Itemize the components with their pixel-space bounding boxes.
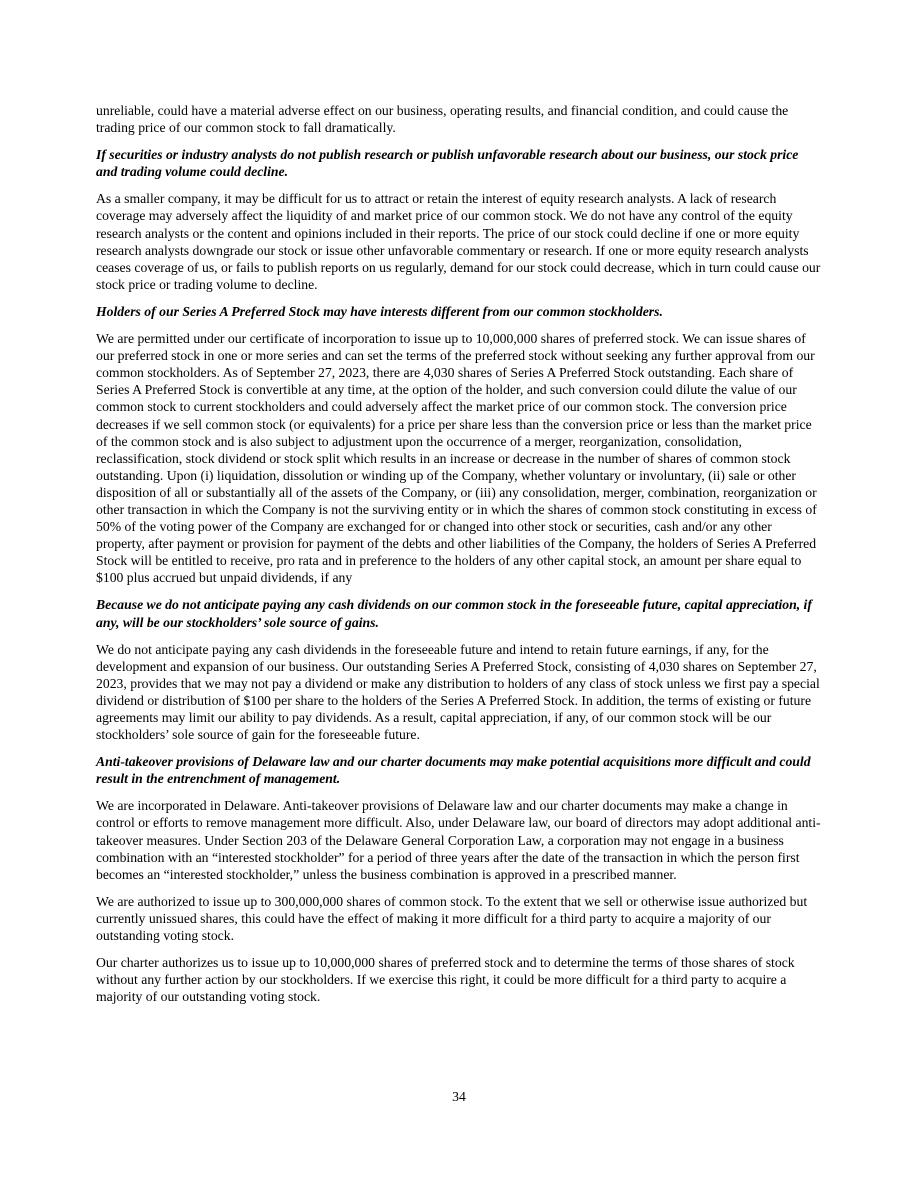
page-number: 34: [452, 1089, 466, 1104]
risk-heading-dividends: Because we do not anticipate paying any cash dividends on our common stock in the foreseeable future, capital appreciation, if any, will be our stockholders’ sole source of gains.: [96, 597, 812, 630]
body-paragraph-delaware: We are incorporated in Delaware. Anti-takeover provisions of Delaware law and our charter documents may make a change in control or efforts to remove management more difficult. Also, under Delaware law, our board of directors may adopt additional anti-takeover measures. Under Section 203 of the Delaware General Corporation Law, a corporation may not engage in a business combination with an “interested stockholder” for a period of three years after the date of the transaction in which the person first becomes an “interested stockholder,” unless the business combination is approved in a prescribed manner.: [96, 798, 821, 882]
risk-heading-preferred-stock: Holders of our Series A Preferred Stock may have interests different from our common stockholders.: [96, 303, 663, 319]
body-paragraph-charter: Our charter authorizes us to issue up to 10,000,000 shares of preferred stock and to determine the terms of those shares of stock without any further action by our stockholders. If we exercise this right, it could be more difficult for a third party to acquire a majority of our outstanding voting stock.: [96, 955, 795, 1005]
body-paragraph-common-stock: We are authorized to issue up to 300,000,000 shares of common stock. To the extent that we sell or otherwise issue authorized but currently unissued shares, this could have the effect of making it more difficult for a third party to acquire a majority of our outstanding voting stock.: [96, 893, 808, 944]
body-paragraph-preferred-stock: We are permitted under our certificate of incorporation to issue up to 10,000,000 shares of preferred stock. We can issue shares of our preferred stock in one or more series and can set the terms of the preferred stock without seeking any further approval from our common stockholders. As of September 27, 2023, there are 4,030 shares of Series A Preferred Stock outstanding. Each share of Series A Preferred Stock is convertible at any time, at the option of the holder, and such conversion could dilute the value of our common stock to current stockholders and could adversely affect the market price of our common stock. The conversion price decreases if we sell common stock (or equivalents) for a price per share less than the conversion price or less than the market price of the common stock and is also subject to adjustment upon the occurrence of a merger, reorganization, consolidation, reclassification, stock dividend or stock split which results in an increase or decrease in the number of shares of common stock outstanding. Upon (i) liquidation, dissolution or winding up of the Company, whether voluntary or involuntary, (ii) sale or other disposition of all or substantially all of the assets of the Company, or (iii) any consolidation, merger, combination, reorganization or other transaction in which the Company is not the surviving entity or in which the shares of common stock constituting in excess of 50% of the voting power of the Company are exchanged for or changed into other stock or securities, cash and/or any other property, after payment or provision for payment of the debts and other liabilities of the Company, the holders of Series A Preferred Stock will be entitled to receive, pro rata and in preference to the holders of any other capital stock, an amount per share equal to $100 plus accrued but unpaid dividends, if any: [96, 331, 817, 586]
risk-heading-analysts: If securities or industry analysts do not publish research or publish unfavorable research about our business, our stock price and trading volume could decline.: [96, 147, 799, 180]
body-paragraph-analysts: As a smaller company, it may be difficult for us to attract or retain the interest of equity research analysts. A lack of research coverage may adversely affect the liquidity of and market price of our common stock. We do not have any control of the equity research analysts or the content and opinions included in their reports. The price of our stock could decline if one or more equity research analysts downgrade our stock or issue other unfavorable commentary or research. If one or more equity research analysts ceases coverage of us, or fails to publish reports on us regularly, demand for our stock could decrease, which in turn could cause our stock price or trading volume to decline.: [96, 191, 821, 292]
body-paragraph-dividends: We do not anticipate paying any cash dividends in the foreseeable future and intend to retain future earnings, if any, for the development and expansion of our business. Our outstanding Series A Preferred Stock, consisting of 4,030 shares on September 27, 2023, provides that we may not pay a dividend or make any distribution to holders of any class of stock unless we first pay a special dividend or distribution of $100 per share to the holders of the Series A Preferred Stock. In addition, the terms of existing or future agreements may limit our ability to pay dividends. As a result, capital appreciation, if any, of our common stock will be our stockholders’ sole source of gain for the foreseeable future.: [96, 641, 820, 743]
risk-heading-anti-takeover: Anti-takeover provisions of Delaware law and our charter documents may make potential acquisitions more difficult and could result in the entrenchment of management.: [96, 754, 811, 787]
body-paragraph-continued: unreliable, could have a material adverse effect on our business, operating results, and financial condition, and could cause the trading price of our common stock to fall dramatically.: [96, 103, 789, 136]
document-page: [96, 102, 823, 1015]
